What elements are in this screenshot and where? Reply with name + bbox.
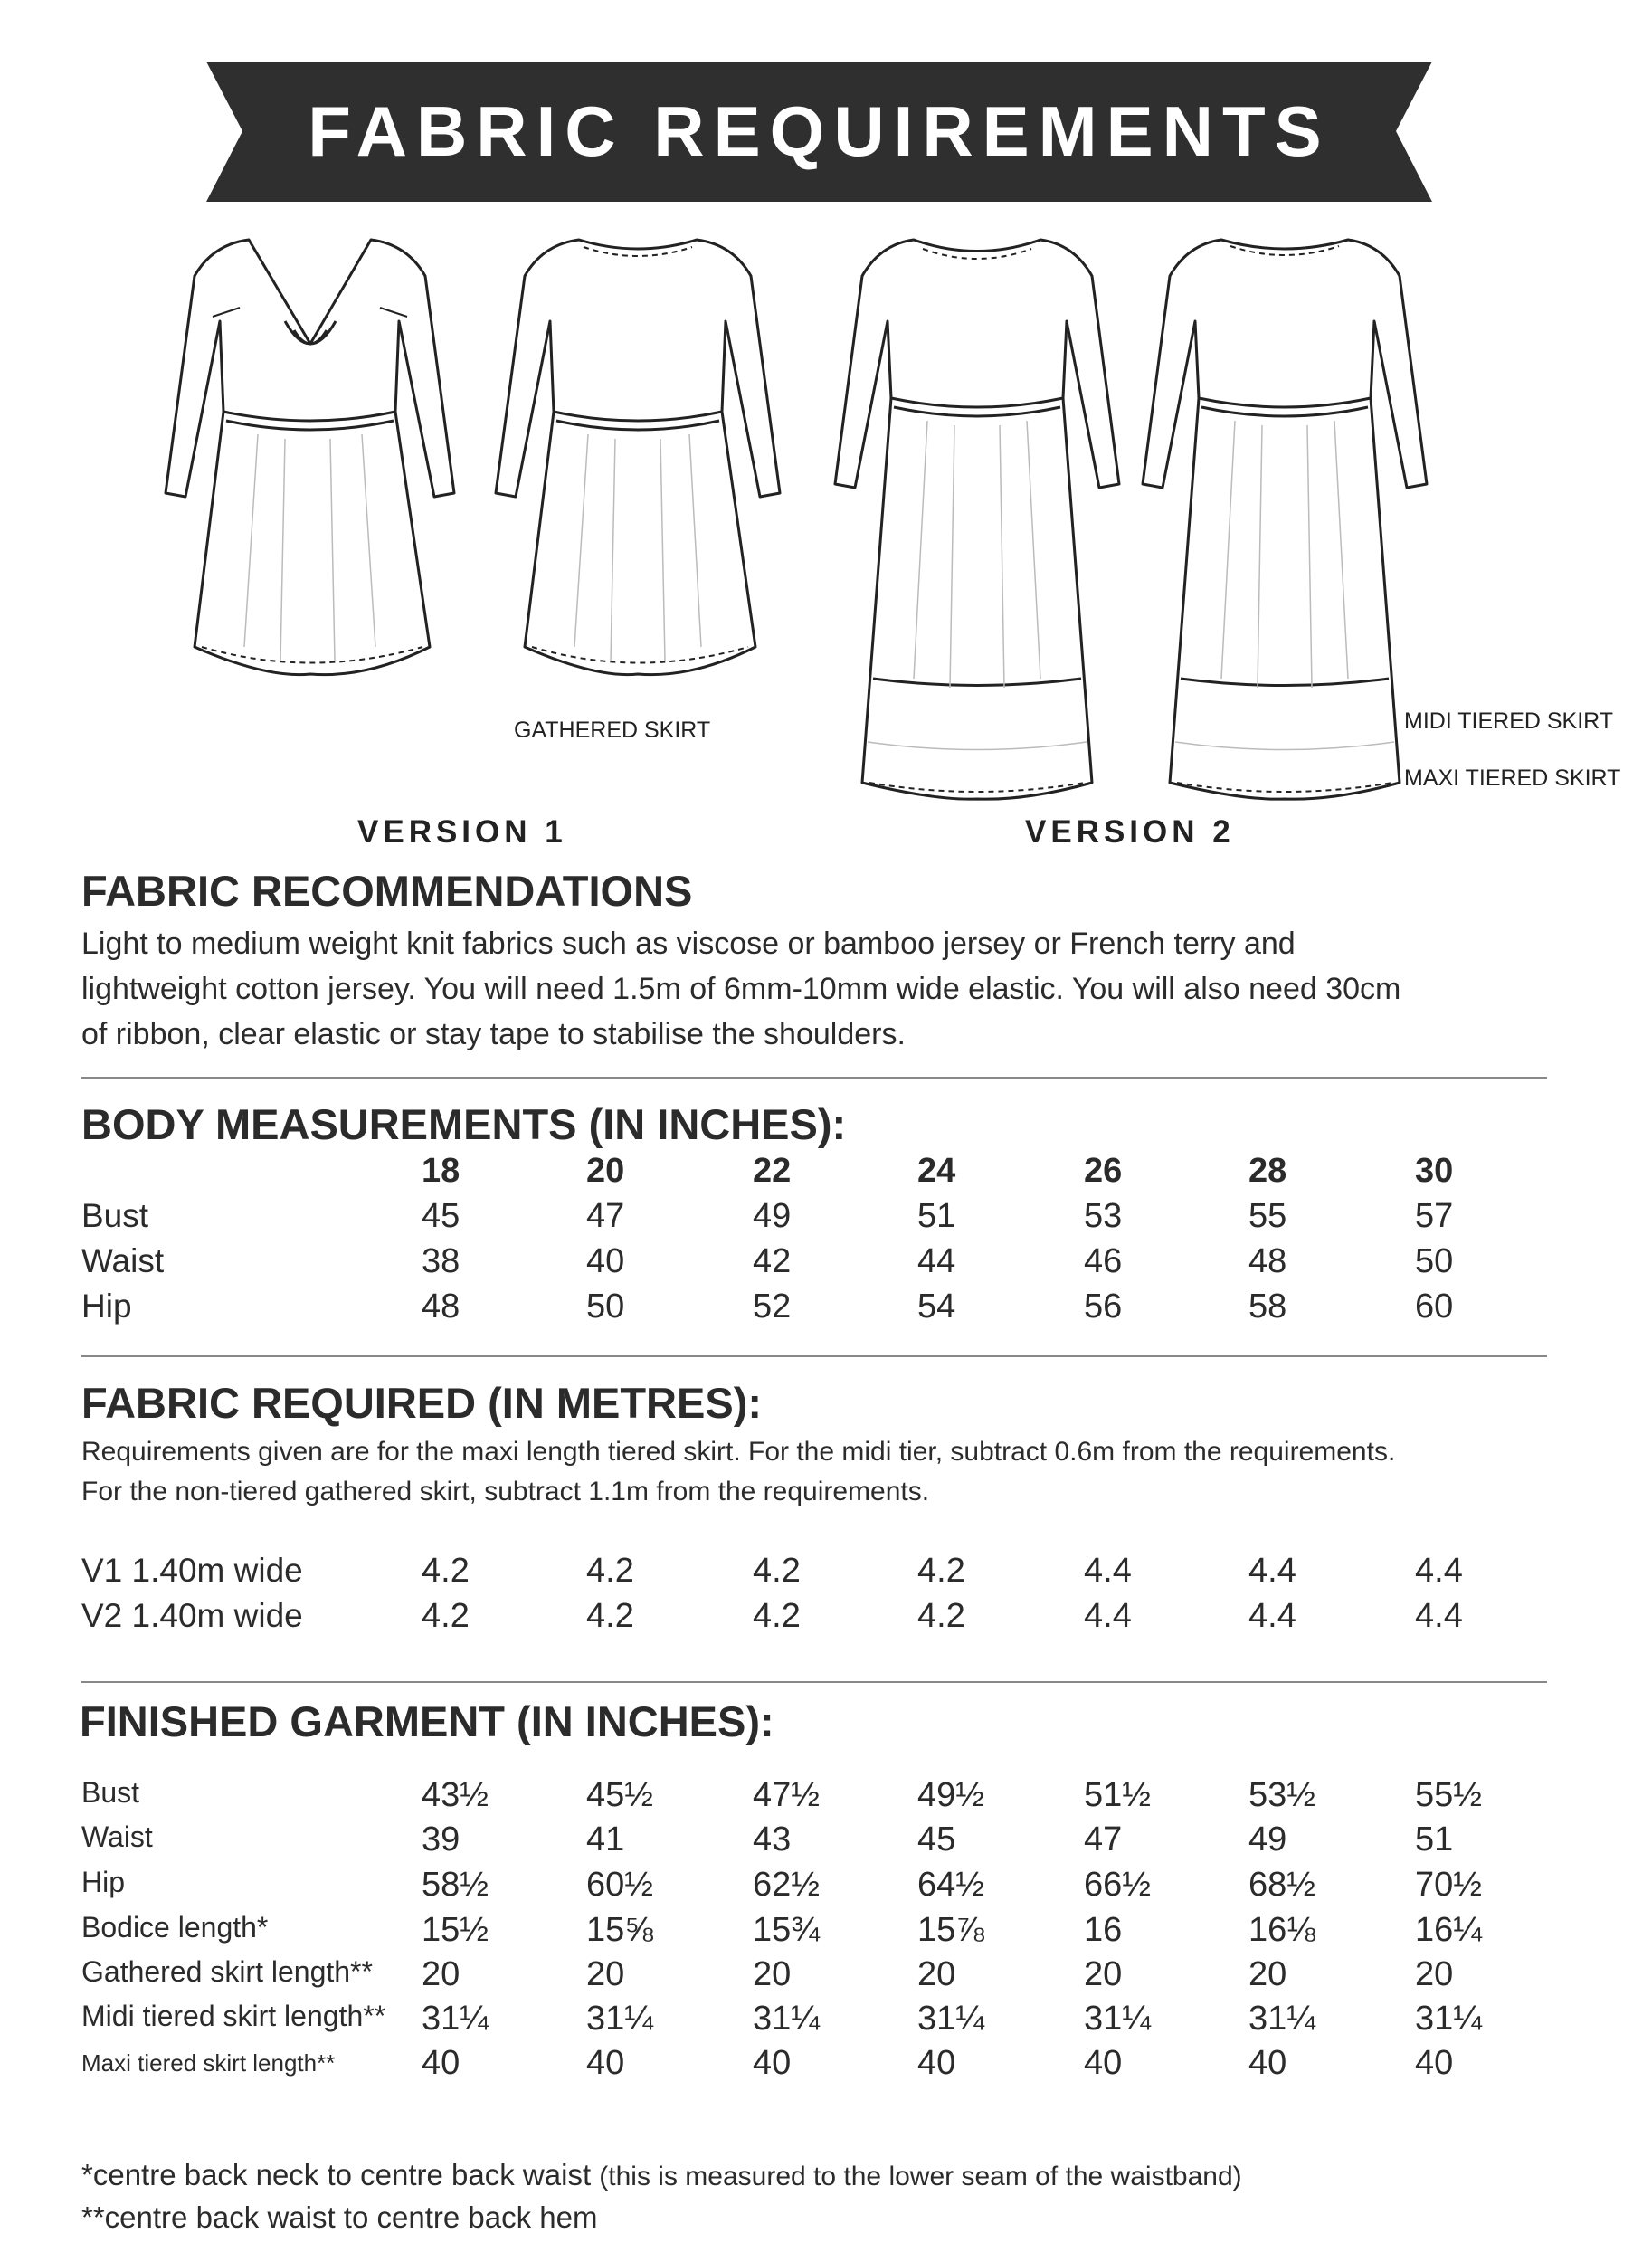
table-cell: 4.2 (586, 1597, 634, 1635)
table-cell: 40 (1248, 2044, 1287, 2082)
body-bust-row (81, 1197, 1574, 1242)
body-waist-row (81, 1242, 1574, 1288)
table-cell: 51 (1415, 1820, 1454, 1858)
section-divider (81, 1681, 1547, 1683)
table-cell: 20 (1084, 1955, 1123, 1993)
table-cell: 62½ (753, 1866, 820, 1904)
table-cell: 31¼ (917, 2000, 984, 2038)
table-cell: 31¼ (1248, 2000, 1315, 2038)
row-label: Hip (81, 1866, 126, 1898)
body-measurements-title: BODY MEASUREMENTS (IN INCHES): (81, 1100, 847, 1148)
size-header: 30 (1415, 1152, 1454, 1190)
table-cell: 4.2 (586, 1552, 634, 1590)
version-1-label: VERSION 1 (357, 814, 567, 850)
table-cell: 31¼ (1084, 2000, 1151, 2038)
table-cell: 43 (753, 1820, 792, 1858)
table-cell: 4.4 (1084, 1552, 1132, 1590)
table-cell: 45 (917, 1820, 956, 1858)
table-cell: 20 (586, 1955, 625, 1993)
table-cell: 16 (1084, 1911, 1123, 1949)
table-cell: 45½ (586, 1776, 653, 1814)
table-cell: 4.2 (753, 1552, 801, 1590)
table-cell: 51½ (1084, 1776, 1151, 1814)
table-cell: 4.4 (1248, 1552, 1296, 1590)
table-cell: 15⅞ (917, 1911, 984, 1949)
finished-gathered-skirt-row (81, 1955, 1574, 2001)
fabric-v2-row (81, 1597, 1574, 1642)
table-cell: 51 (917, 1197, 956, 1235)
section-divider (81, 1077, 1547, 1079)
midi-tiered-skirt-label: MIDI TIERED SKIRT (1404, 708, 1614, 734)
table-cell: 20 (753, 1955, 792, 1993)
version1-back-dress-illustration (489, 222, 787, 728)
table-cell: 15¾ (753, 1911, 820, 1949)
table-cell: 41 (586, 1820, 625, 1858)
row-label: V1 1.40m wide (81, 1552, 303, 1589)
table-cell: 52 (753, 1288, 792, 1326)
table-cell: 45 (422, 1197, 460, 1235)
title-banner (206, 62, 1432, 202)
finished-midi-skirt-row (81, 2000, 1574, 2045)
table-cell: 66½ (1084, 1866, 1151, 1904)
size-header: 28 (1248, 1152, 1287, 1190)
fabric-v1-row (81, 1552, 1574, 1597)
version2-front-dress-illustration (828, 222, 1126, 814)
page-title: FABRIC REQUIREMENTS (308, 91, 1331, 171)
recommendation-line: of ribbon, clear elastic or stay tape to stabilise the shoulders. (81, 1017, 906, 1051)
table-cell: 15½ (422, 1911, 489, 1949)
table-cell: 16⅛ (1248, 1911, 1315, 1949)
version-2-label: VERSION 2 (1025, 814, 1235, 850)
table-cell: 55½ (1415, 1776, 1482, 1814)
fabric-required-note (81, 1432, 1619, 1512)
table-cell: 31¼ (1415, 2000, 1482, 2038)
fabric-recommendations-text (81, 921, 1619, 1057)
row-label: V2 1.40m wide (81, 1597, 303, 1634)
table-cell: 20 (422, 1955, 460, 1993)
finished-hip-row (81, 1866, 1574, 1911)
table-cell: 20 (917, 1955, 956, 1993)
table-cell: 60 (1415, 1288, 1454, 1326)
row-label: Bust (81, 1776, 140, 1809)
table-cell: 48 (422, 1288, 460, 1326)
table-cell: 4.2 (753, 1597, 801, 1635)
table-cell: 58½ (422, 1866, 489, 1904)
table-cell: 47½ (753, 1776, 820, 1814)
table-cell: 40 (1084, 2044, 1123, 2082)
table-cell: 40 (586, 2044, 625, 2082)
note-line: For the non-tiered gathered skirt, subtract 1.1m from the requirements. (81, 1477, 930, 1506)
size-header: 22 (753, 1152, 792, 1190)
note-line: Requirements given are for the maxi length tiered skirt. For the midi tier, subtract 0.6m from the requirements. (81, 1437, 1396, 1467)
row-label: Bodice length* (81, 1911, 269, 1944)
row-label: Maxi tiered skirt length** (81, 2049, 336, 2077)
row-label: Bust (81, 1197, 149, 1234)
table-cell: 39 (422, 1820, 460, 1858)
size-header: 26 (1084, 1152, 1123, 1190)
row-label: Midi tiered skirt length** (81, 2000, 386, 2032)
table-cell: 49½ (917, 1776, 984, 1814)
table-cell: 60½ (586, 1866, 653, 1904)
finished-waist-row (81, 1820, 1574, 1866)
table-cell: 31¼ (753, 2000, 820, 2038)
recommendation-line: Light to medium weight knit fabrics such as viscose or bamboo jersey or French terry and (81, 927, 1296, 961)
row-label: Hip (81, 1288, 132, 1325)
table-cell: 47 (586, 1197, 625, 1235)
table-cell: 53½ (1248, 1776, 1315, 1814)
table-cell: 50 (586, 1288, 625, 1326)
table-cell: 4.4 (1248, 1597, 1296, 1635)
table-cell: 4.2 (917, 1552, 965, 1590)
table-cell: 64½ (917, 1866, 984, 1904)
row-label: Waist (81, 1820, 153, 1853)
fabric-recommendations-title: FABRIC RECOMMENDATIONS (81, 867, 693, 915)
table-cell: 4.4 (1415, 1552, 1463, 1590)
table-cell: 50 (1415, 1242, 1454, 1280)
section-divider (81, 1355, 1547, 1357)
size-header: 18 (422, 1152, 460, 1190)
table-cell: 55 (1248, 1197, 1287, 1235)
table-cell: 4.2 (422, 1597, 470, 1635)
table-cell: 47 (1084, 1820, 1123, 1858)
table-cell: 40 (917, 2044, 956, 2082)
table-cell: 16¼ (1415, 1911, 1482, 1949)
table-cell: 15⅝ (586, 1911, 653, 1949)
table-cell: 49 (1248, 1820, 1287, 1858)
fabric-required-title: FABRIC REQUIRED (IN METRES): (81, 1379, 762, 1427)
table-cell: 38 (422, 1242, 460, 1280)
table-cell: 20 (1415, 1955, 1454, 1993)
table-cell: 43½ (422, 1776, 489, 1814)
recommendation-line: lightweight cotton jersey. You will need 1.5m of 6mm-10mm wide elastic. You will also need 30cm (81, 972, 1401, 1006)
table-cell: 31¼ (586, 2000, 653, 2038)
footnote-bodice (81, 2158, 1242, 2192)
table-cell: 42 (753, 1242, 792, 1280)
table-cell: 49 (753, 1197, 792, 1235)
table-cell: 44 (917, 1242, 956, 1280)
table-cell: 40 (753, 2044, 792, 2082)
row-label: Gathered skirt length** (81, 1955, 373, 1988)
body-size-header-row (81, 1152, 1574, 1197)
footnote-sub-text: (this is measured to the lower seam of the waistband) (599, 2162, 1242, 2191)
gathered-skirt-label: GATHERED SKIRT (514, 718, 711, 743)
table-cell: 31¼ (422, 2000, 489, 2038)
table-cell: 4.4 (1084, 1597, 1132, 1635)
table-cell: 48 (1248, 1242, 1287, 1280)
size-header: 20 (586, 1152, 625, 1190)
table-cell: 20 (1248, 1955, 1287, 1993)
table-cell: 54 (917, 1288, 956, 1326)
table-cell: 53 (1084, 1197, 1123, 1235)
footnote-main-text: *centre back neck to centre back waist (81, 2158, 592, 2191)
finished-bust-row (81, 1776, 1574, 1821)
table-cell: 40 (1415, 2044, 1454, 2082)
finished-garment-title: FINISHED GARMENT (IN INCHES): (80, 1697, 774, 1745)
table-cell: 46 (1084, 1242, 1123, 1280)
finished-bodice-length-row (81, 1911, 1574, 1956)
version2-back-dress-illustration (1135, 222, 1434, 814)
row-label: Waist (81, 1242, 165, 1279)
table-cell: 58 (1248, 1288, 1287, 1326)
table-cell: 40 (586, 1242, 625, 1280)
table-cell: 4.2 (422, 1552, 470, 1590)
table-cell: 56 (1084, 1288, 1123, 1326)
maxi-tiered-skirt-label: MAXI TIERED SKIRT (1404, 765, 1621, 791)
finished-maxi-skirt-row (81, 2044, 1574, 2089)
table-cell: 40 (422, 2044, 460, 2082)
table-cell: 57 (1415, 1197, 1454, 1235)
table-cell: 4.2 (917, 1597, 965, 1635)
footnote-skirt: **centre back waist to centre back hem (81, 2200, 598, 2234)
version1-front-dress-illustration (158, 222, 461, 728)
table-cell: 68½ (1248, 1866, 1315, 1904)
table-cell: 4.4 (1415, 1597, 1463, 1635)
body-hip-row (81, 1288, 1574, 1333)
table-cell: 70½ (1415, 1866, 1482, 1904)
size-header: 24 (917, 1152, 956, 1190)
